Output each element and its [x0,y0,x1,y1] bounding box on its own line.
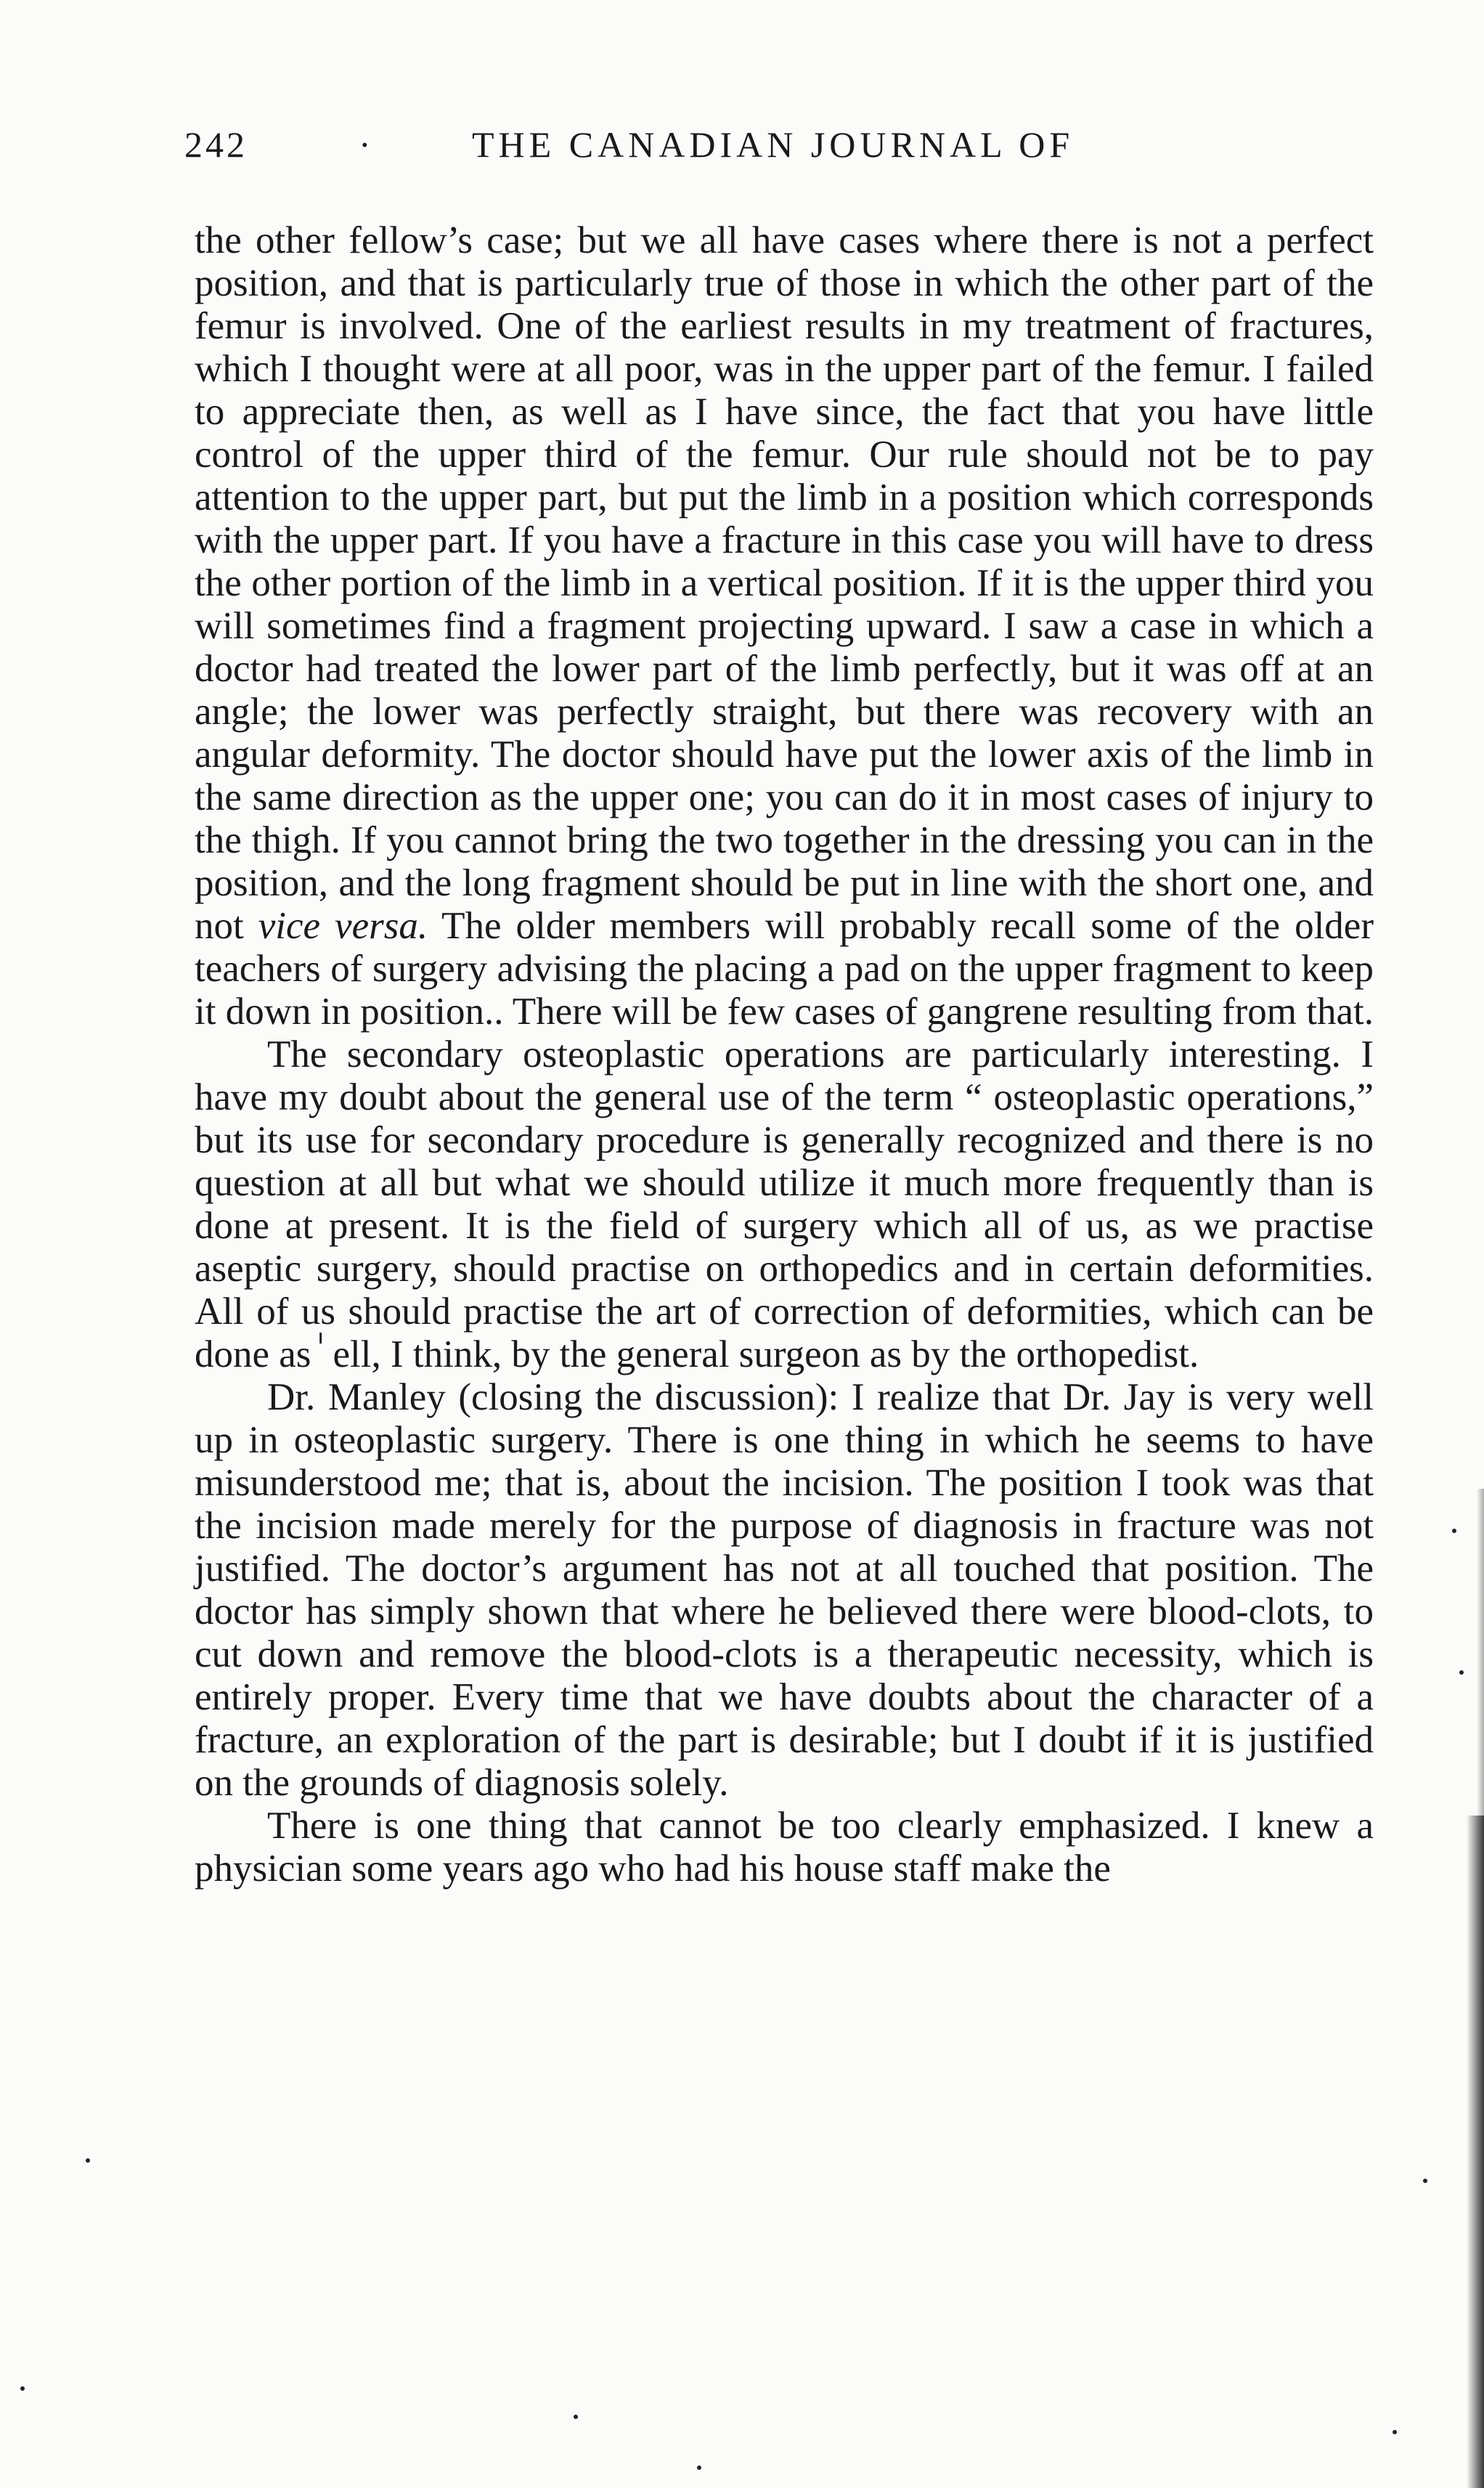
paragraph-continued [195,219,1374,1033]
paragraph-dr-manley: Dr. Manley (closing the discussion): I realize that Dr. Jay is very well up in osteoplastic surgery. There is one thing in which he seems to have misunderstood me; that is, about the incision. The position I took was that the incision made merely for the purpose of diagnosis in fracture was not justified. The doctor’s argument has not at all touched that position. The doctor has simply shown that where he believed there were blood-clots, to cut down and remove the blood-clots is a therapeutic necessity, which is entirely proper. Every time that we have doubts about the character of a fracture, an exploration of the part is desirable; but I doubt if it is justified on the grounds of diagnosis solely. [195,1376,1374,1804]
scan-speck [574,2415,578,2419]
scan-speck [1459,1670,1464,1675]
page-number: 242 [184,124,248,165]
scan-speck [20,2386,25,2391]
page-edge-shadow [1467,1816,1484,2488]
header-separator: · [359,124,374,165]
article-body [195,219,1374,1890]
scan-speck [86,2158,90,2163]
paragraph-emphasis: There is one thing that cannot be too clearly emphasized. I knew a physician some years ago who had his house staff make the [195,1805,1374,1890]
paragraph-osteoplastic: The secondary osteoplastic operations are particularly interesting. I have my doubt about the general use of the term “ osteoplastic operations,” but its use for secondary procedure is generally recognized and there is no question at all but what we should utilize it much more frequently than is done at present. It is the field of surgery which all of us, as we practise aseptic surgery, should practise on orthopedics and in certain deformities. All of us should practise the art of correction of deformities, which can be done as ٰ ell, I think, by the general surgeon as by the orthopedist. [195,1033,1374,1375]
scan-speck [1423,2179,1427,2183]
scan-speck [697,2465,701,2470]
scan-speck [1452,1529,1456,1533]
page-edge-shadow [1477,1489,1484,1816]
paragraph-text-part: the other fellow’s case; but we all have cases where there is not a perfect position, and that is particularly true of those in which the other part of the femur is involved. One of the earliest results in my treatment of fractures, which I thought were at all poor, was in the upper part of the femur. I failed to appreciate then, as well as I have since, the fact that you have little control of the upper third of the femur. Our rule should not be to pay attention to the upper part, but put the limb in a position which corresponds with the upper part. If you have a fracture in this case you will have to dress the other portion of the limb in a vertical position. If it is the upper third you will sometimes find a fragment projecting upward. I saw a case in which a doctor had treated the lower part of the limb perfectly, but it was off at an angle; the lower was perfectly straight, but there was recovery with an angular deformity. The doctor should have put the lower axis of the limb in the same direction as the upper one; you can do it in most cases of injury to the thigh. If you cannot bring the two together in the dressing you can in the position, and the long fragment should be put in line with the short one, and not [195,219,1374,947]
italic-phrase: vice versa. [258,905,428,947]
paragraph-text-part: The older members will probably recall some of the older teachers of surgery advising the placing a pad on the upper fragment to keep it down in position.. There will be few cases of gangrene resulting from that. [195,905,1374,1033]
journal-title: THE CANADIAN JOURNAL OF [472,124,1075,165]
running-head [184,123,1375,174]
scan-speck [1393,2430,1397,2434]
